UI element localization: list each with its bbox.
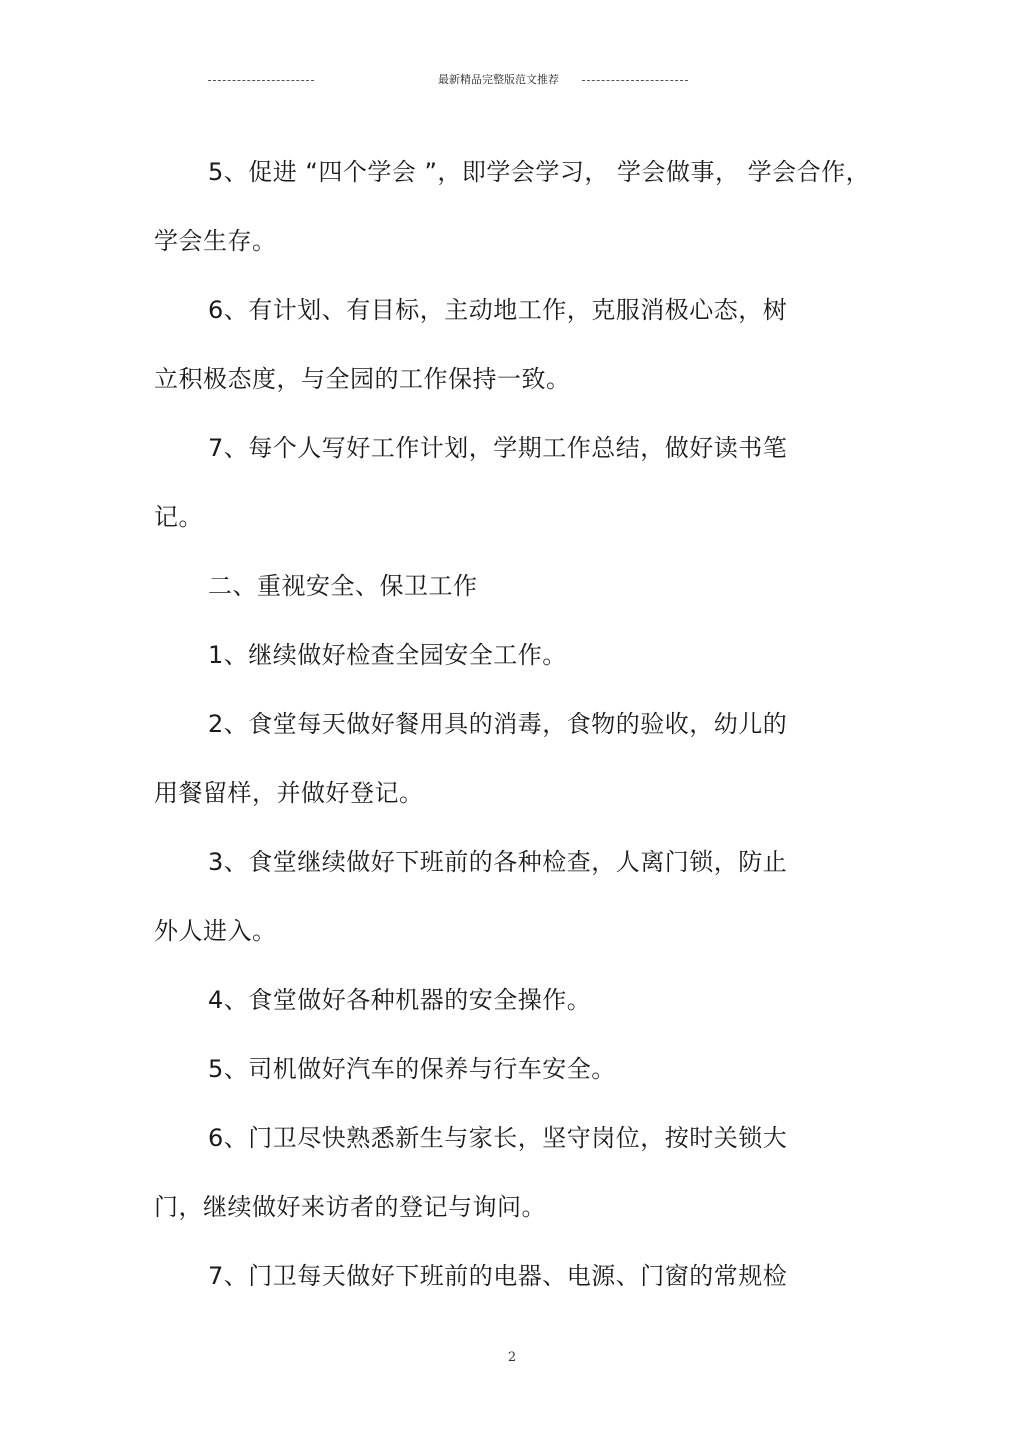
- text-line: 3、食堂继续做好下班前的各种检查，人离门锁，防止: [208, 848, 788, 876]
- text-line: 7、门卫每天做好下班前的电器、电源、门窗的常规检: [208, 1262, 788, 1290]
- text-line: 记。: [154, 503, 203, 531]
- text-line: 门，继续做好来访者的登记与询问。: [154, 1193, 546, 1221]
- text-line: 学会生存。: [154, 227, 277, 255]
- page-number: 2: [507, 1350, 517, 1365]
- text-line: 用餐留样，并做好登记。: [154, 779, 424, 807]
- text-line: 外人进入。: [154, 917, 277, 945]
- text-line: 5、司机做好汽车的保养与行车安全。: [208, 1055, 616, 1083]
- section-heading: 二、重视安全、保卫工作: [208, 572, 478, 600]
- text-line: 5、促进 “四个学会 ”，即学会学习， 学会做事， 学会合作，: [208, 158, 871, 186]
- page-header: [0, 72, 1024, 88]
- text-line: 2、食堂每天做好餐用具的消毒，食物的验收，幼儿的: [208, 710, 788, 738]
- text-line: 7、每个人写好工作计划，学期工作总结，做好读书笔: [208, 434, 788, 462]
- text-line: 立积极态度，与全园的工作保持一致。: [154, 365, 571, 393]
- text-line: 6、门卫尽快熟悉新生与家长，坚守岗位，按时关锁大: [208, 1124, 788, 1152]
- header-title: 最新精品完整版范文推荐: [438, 73, 559, 86]
- header-rule-left: [208, 80, 314, 81]
- text-line: 6、有计划、有目标，主动地工作，克服消极心态，树: [208, 296, 788, 324]
- header-rule-right: [582, 80, 688, 81]
- text-line: 1、继续做好检查全园安全工作。: [208, 641, 567, 669]
- text-line: 4、食堂做好各种机器的安全操作。: [208, 986, 592, 1014]
